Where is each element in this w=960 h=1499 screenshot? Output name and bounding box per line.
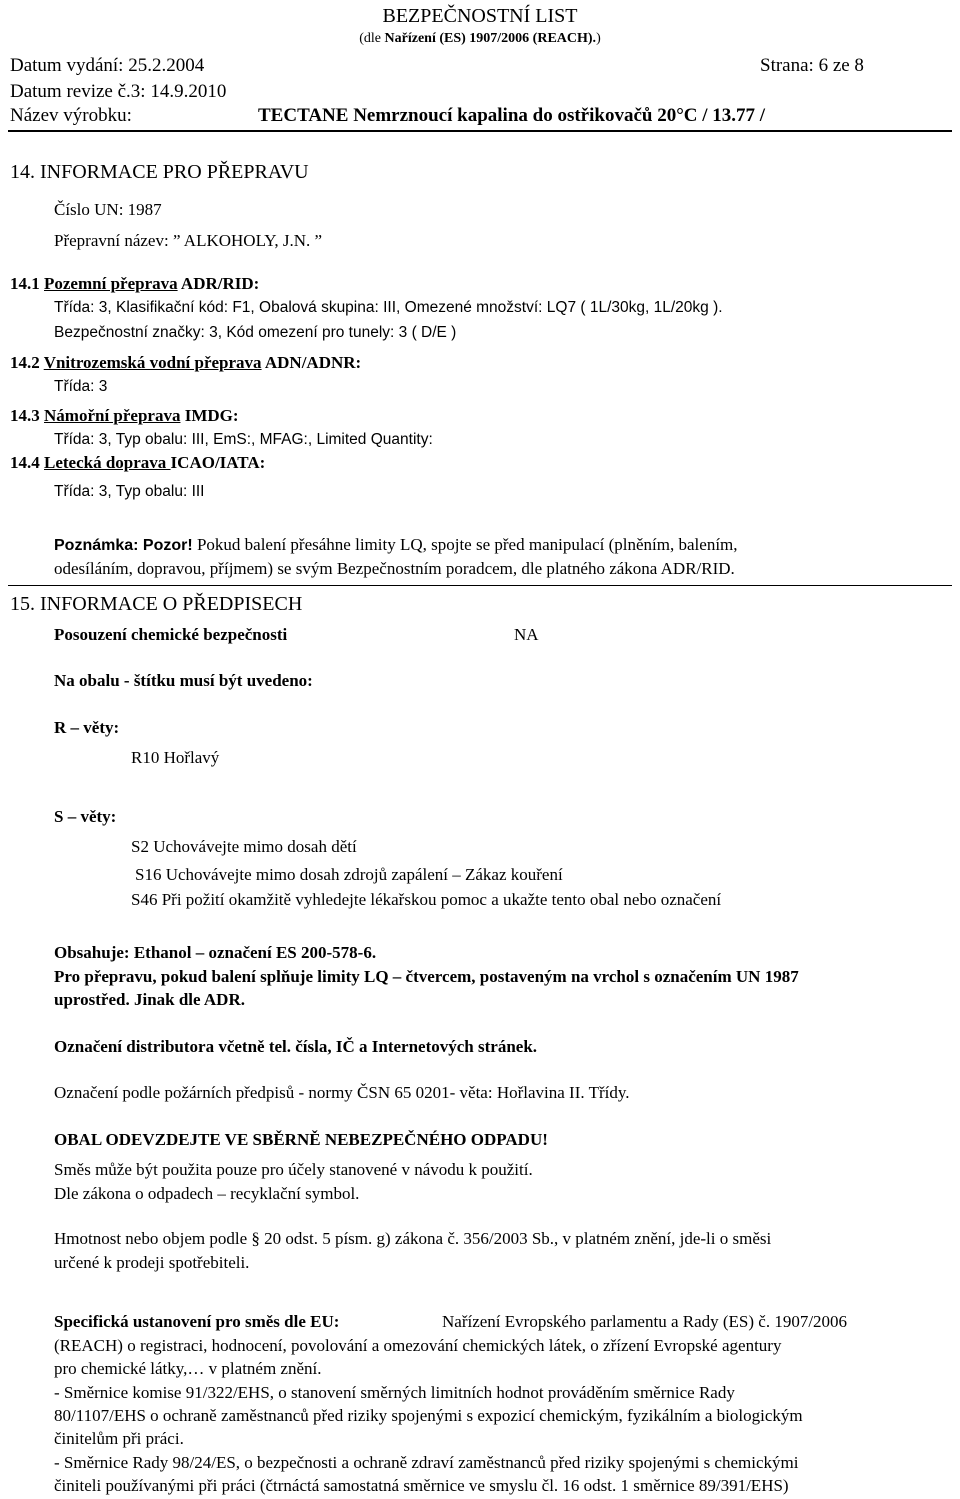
- land-transport-heading: [10, 273, 259, 294]
- page-number: Strana: 6 ze 8: [760, 55, 864, 76]
- r10-phrase: R10 Hořlavý: [131, 748, 220, 767]
- inland-title: Vnitrozemská vodní přeprava: [43, 353, 262, 372]
- subtitle-suffix: ): [596, 31, 601, 46]
- note-text-1: Pokud balení přesáhne limity LQ, spojte se před manipulací (plněním, balením,: [192, 535, 738, 554]
- transport-note-line2: odesíláním, dopravou, příjmem) se svým Bezpečnostním poradcem, dle platného zákona ADR/RID.: [54, 559, 735, 578]
- subtitle-prefix: (dle: [359, 31, 385, 46]
- land-title: Pozemní přeprava: [44, 274, 178, 293]
- inland-num: 14.2: [10, 353, 44, 372]
- section-divider: [8, 585, 952, 586]
- section-15-heading: 15. INFORMACE O PŘEDPISECH: [10, 593, 303, 615]
- sea-title: Námořní přeprava: [44, 406, 181, 425]
- transport-lq-line1: Pro přepravu, pokud balení splňuje limity LQ – čtvercem, postaveným na vrchol s označením UN 1987: [54, 967, 799, 986]
- directive2-line1: - Směrnice Rady 98/24/ES, o bezpečnosti a ochraně zdraví zaměstnanců před riziky spojenými s chemickými: [54, 1453, 799, 1472]
- land-num: 14.1: [10, 274, 44, 293]
- weight-note-line2: určené k prodeji spotřebiteli.: [54, 1253, 250, 1272]
- distributor-info: Označení distributora včetně tel. čísla, IČ a Internetových stránek.: [54, 1037, 538, 1056]
- sea-transport-heading: [10, 405, 239, 426]
- revision-date: Datum revize č.3: 14.9.2010: [10, 81, 227, 102]
- land-transport-line2: Bezpečnostní značky: 3, Kód omezení pro tunely: 3 ( D/E ): [54, 324, 457, 341]
- assessment-label: Posouzení chemické bezpečnosti: [54, 625, 288, 644]
- weight-note-line1: Hmotnost nebo objem podle § 20 odst. 5 písm. g) zákona č. 356/2003 Sb., v platném znění, jde-li o směsi: [54, 1229, 772, 1248]
- air-transport-line1: Třída: 3, Typ obalu: III: [54, 483, 205, 500]
- sea-code: IMDG:: [180, 406, 239, 425]
- air-transport-heading: [10, 452, 265, 473]
- document-title: BEZPEČNOSTNÍ LIST: [382, 5, 578, 27]
- section-14-heading: 14. INFORMACE PRO PŘEPRAVU: [10, 161, 309, 183]
- s16-phrase: S16 Uchovávejte mimo dosah zdrojů zapálení – Zákaz kouření: [135, 865, 563, 884]
- label-info: Na obalu - štítku musí být uvedeno:: [54, 671, 313, 690]
- use-restriction: Směs může být použita pouze pro účely stanovené v návodu k použití.: [54, 1160, 533, 1179]
- air-code: ICAO/IATA:: [170, 453, 266, 472]
- transport-note-line1: [54, 534, 738, 556]
- fire-classification: Označení podle požárních předpisů - normy ČSN 65 0201- věta: Hořlavina II. Třídy.: [54, 1083, 630, 1102]
- s-phrases-label: S – věty:: [54, 807, 117, 826]
- s2-phrase: S2 Uchovávejte mimo dosah dětí: [131, 837, 357, 856]
- eu-line3: pro chemické látky,… v platném znění.: [54, 1359, 322, 1378]
- inland-transport-heading: [10, 352, 361, 373]
- product-name: TECTANE Nemrznoucí kapalina do ostřikovačů 20°C / 13.77 /: [258, 105, 766, 126]
- eu-line2: (REACH) o registraci, hodnocení, povolování a omezování chemických látek, o zřízení Evropské agentury: [54, 1336, 782, 1355]
- inland-code: ADN/ADNR:: [261, 353, 362, 372]
- sea-transport-line1: Třída: 3, Typ obalu: III, EmS:, MFAG:, Limited Quantity:: [54, 431, 433, 448]
- directive2-line2: činiteli používanými při práci (čtrnáctá samostatná směrnice ve smyslu čl. 16 odst. 1 směrnice 89/391/EHS): [54, 1476, 789, 1495]
- directive1-line2: 80/1107/EHS o ochraně zaměstnanců před riziky spojenými s expozicí chemickým, fyzikálním a biologickým: [54, 1406, 803, 1425]
- transport-lq-line2: uprostřed. Jinak dle ADR.: [54, 990, 245, 1009]
- directive1-line3: činitelům při práci.: [54, 1429, 184, 1448]
- air-num: 14.4: [10, 453, 44, 472]
- note-label: Poznámka: Pozor!: [54, 537, 193, 554]
- s46-phrase: S46 Při požití okamžitě vyhledejte lékařskou pomoc a ukažte tento obal nebo označení: [131, 890, 722, 909]
- un-number: Číslo UN: 1987: [54, 200, 162, 219]
- eu-provisions-label: Specifická ustanovení pro směs dle EU:: [54, 1312, 340, 1331]
- inland-transport-line1: Třída: 3: [54, 378, 108, 395]
- directive1-line1: - Směrnice komise 91/322/EHS, o stanovení směrných limitních hodnot prováděním směrnice Rady: [54, 1383, 735, 1402]
- assessment-value: NA: [514, 625, 539, 644]
- recycling-note: Dle zákona o odpadech – recyklační symbol.: [54, 1184, 360, 1203]
- issue-date: Datum vydání: 25.2.2004: [10, 55, 205, 76]
- subtitle-regulation: Nařízení (ES) 1907/2006 (REACH).: [384, 31, 597, 46]
- transport-name: Přepravní název: ” ALKOHOLY, J.N. ”: [54, 231, 323, 250]
- r-phrases-label: R – věty:: [54, 718, 120, 737]
- waste-instruction: OBAL ODEVZDEJTE VE SBĚRNĚ NEBEZPEČNÉHO ODPADU!: [54, 1130, 548, 1149]
- header-divider: [8, 130, 952, 132]
- sea-num: 14.3: [10, 406, 44, 425]
- land-code: ADR/RID:: [177, 274, 260, 293]
- document-subtitle: [0, 30, 960, 48]
- eu-line1: Nařízení Evropského parlamentu a Rady (ES) č. 1907/2006: [442, 1312, 848, 1331]
- air-title: Letecká doprava: [44, 453, 171, 472]
- land-transport-line1: Třída: 3, Klasifikační kód: F1, Obalová skupina: III, Omezené množství: LQ7 ( 1L/30kg, 1L/20kg ).: [54, 299, 723, 316]
- product-label: Název výrobku:: [10, 105, 132, 126]
- contains-ethanol: Obsahuje: Ethanol – označení ES 200-578-6.: [54, 943, 377, 962]
